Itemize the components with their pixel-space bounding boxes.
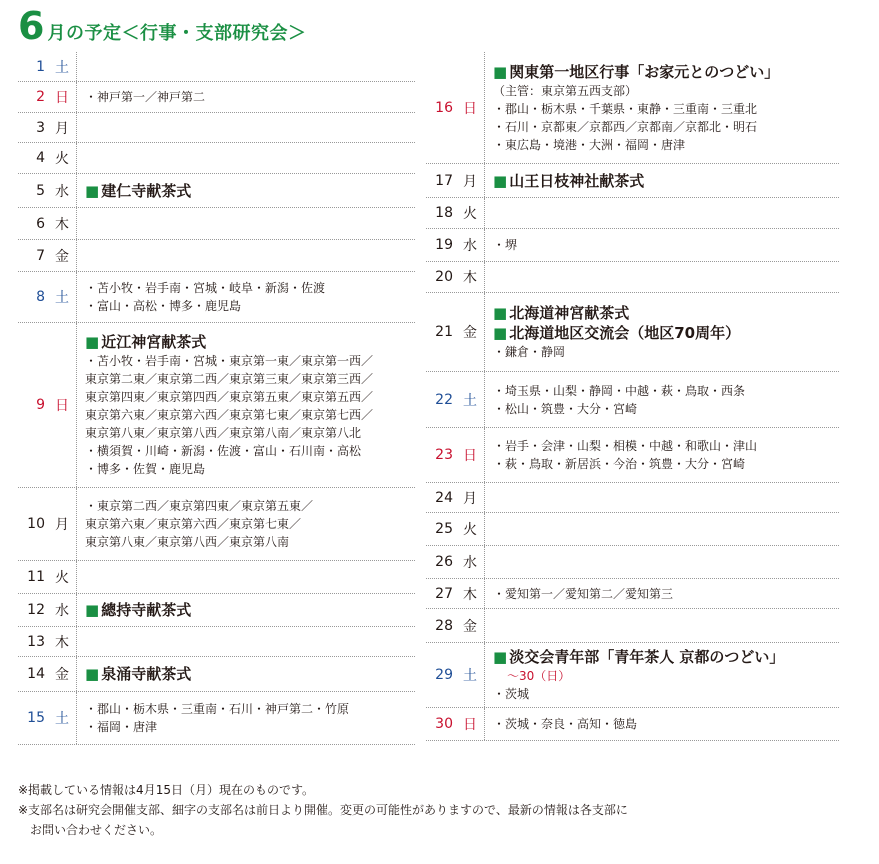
date-cell: [18, 488, 76, 560]
date-cell: [426, 609, 484, 642]
day-number: 8: [36, 289, 45, 305]
date-cell: [18, 657, 76, 691]
schedule-row: [18, 240, 415, 272]
date-cell: [426, 293, 484, 371]
events-cell: [484, 579, 839, 608]
date-cell: [18, 174, 76, 207]
schedule-row: [18, 692, 415, 745]
events-cell: [484, 609, 839, 642]
date-cell: [18, 692, 76, 744]
schedule-row: [426, 483, 839, 513]
day-number: 14: [27, 666, 45, 682]
branch-list: ・横須賀・川崎・新潟・佐渡・富山・石川南・高松: [85, 444, 362, 458]
branch-list: 東京第二東／東京第二西／東京第三東／東京第三西／: [85, 372, 374, 386]
event-title: [85, 600, 415, 620]
weekday: 金: [55, 248, 69, 265]
day-number: 13: [27, 633, 45, 650]
weekday: 月: [55, 120, 69, 137]
event-title: [493, 62, 839, 82]
weekday: 火: [55, 151, 69, 167]
schedule-row: [18, 657, 415, 692]
weekday: 水: [463, 555, 477, 571]
event-title-text: 淡交会青年部「青年茶人 京都のつどい」: [509, 648, 785, 666]
events-cell: [76, 272, 415, 322]
branch-list: ・苫小牧・岩手南・宮城・岐阜・新潟・佐渡: [85, 281, 326, 295]
branch-list: ・鎌倉・静岡: [493, 345, 566, 359]
branch-list: ・神戸第一／神戸第二: [85, 90, 206, 104]
date-cell: [426, 579, 484, 608]
events-cell: [484, 164, 839, 197]
date-cell: [426, 428, 484, 482]
events-cell: [484, 513, 839, 545]
day-number: 26: [435, 554, 453, 570]
weekday: 日: [55, 398, 69, 414]
schedule-row: [426, 293, 839, 372]
branch-list: 東京第四東／東京第四西／東京第五東／東京第五西／: [85, 390, 374, 404]
day-number: 4: [36, 150, 45, 166]
title-month-number: 6: [18, 4, 45, 48]
schedule-row: [426, 262, 839, 293]
schedule-row: [426, 52, 839, 164]
weekday: 金: [463, 325, 477, 341]
green-square-icon: ■: [85, 601, 100, 619]
branch-list: ・富山・高松・博多・鹿児島: [85, 299, 242, 313]
events-cell: [76, 240, 415, 271]
date-cell: [426, 52, 484, 163]
branch-list: ・郡山・栃木県・三重南・石川・神戸第二・竹原: [85, 702, 350, 716]
schedule-row: [426, 708, 839, 741]
date-cell: [18, 113, 76, 142]
weekday: 木: [55, 634, 69, 651]
events-cell: [76, 323, 415, 487]
green-square-icon: ■: [85, 333, 100, 351]
branch-list: 東京第八東／東京第八西／東京第八南: [85, 535, 290, 549]
day-number: 2: [36, 89, 45, 105]
events-cell: [484, 198, 839, 228]
schedule-row: [426, 609, 839, 643]
weekday: 火: [463, 206, 477, 222]
schedule-row: [426, 579, 839, 609]
branch-list: ・石川・京都東／京都西／京都南／京都北・明石: [493, 119, 758, 134]
green-square-icon: ■: [493, 62, 508, 81]
schedule-row: [18, 174, 415, 208]
day-number: 1: [36, 58, 45, 75]
date-cell: [18, 323, 76, 487]
footnote-1: ※掲載している情報は4月15日（月）現在のものです。: [18, 783, 315, 797]
events-cell: [484, 262, 839, 292]
branch-list: 東京第八東／東京第八西／東京第八南／東京第八北: [85, 426, 362, 440]
weekday: 日: [55, 90, 69, 106]
title-text: 月の予定＜行事・支部研究会＞: [47, 23, 307, 44]
schedule-row: [18, 113, 415, 143]
branch-list: ・茨城: [493, 687, 530, 701]
weekday: 土: [55, 59, 69, 76]
weekday: 土: [463, 668, 477, 684]
events-cell: [76, 692, 415, 744]
date-cell: [426, 483, 484, 512]
weekday: 水: [55, 183, 69, 200]
weekday: 水: [55, 603, 69, 619]
date-cell: [426, 262, 484, 292]
branch-list: ・東京第二西／東京第四東／東京第五東／: [85, 499, 314, 513]
weekday: 金: [463, 618, 477, 635]
schedule-row: [18, 52, 415, 82]
day-number: 20: [435, 269, 453, 285]
events-cell: [76, 561, 415, 593]
date-cell: [18, 208, 76, 239]
schedule-row: [426, 198, 839, 229]
schedule-row: [18, 208, 415, 240]
events-cell: [76, 594, 415, 626]
events-cell: [484, 372, 839, 427]
event-title: [493, 303, 839, 323]
weekday: 月: [55, 517, 69, 533]
day-number: 12: [27, 602, 45, 618]
date-cell: [426, 513, 484, 545]
event-title: [493, 647, 839, 667]
date-cell: [18, 82, 76, 112]
events-cell: [484, 546, 839, 578]
date-cell: [426, 198, 484, 228]
branch-list: ・東広島・境港・大洲・福岡・唐津: [493, 137, 686, 152]
date-cell: [426, 643, 484, 707]
weekday: 火: [463, 522, 477, 538]
branch-list: ・苫小牧・岩手南・宮城・東京第一東／東京第一西／: [85, 354, 374, 368]
day-number: 10: [27, 516, 45, 532]
events-cell: [484, 229, 839, 261]
events-cell: [76, 488, 415, 560]
date-cell: [426, 546, 484, 578]
weekday: 木: [55, 216, 69, 233]
weekday: 木: [463, 270, 477, 286]
schedule-column-left: [18, 52, 415, 745]
events-cell: [76, 174, 415, 207]
event-title-text: 山王日枝神社献茶式: [509, 171, 645, 190]
events-cell: [76, 52, 415, 81]
green-square-icon: ■: [85, 181, 100, 200]
day-number: 28: [435, 617, 453, 634]
branch-list: ・愛知第一／愛知第二／愛知第三: [493, 586, 674, 601]
day-number: 5: [36, 182, 45, 199]
date-cell: [18, 240, 76, 271]
day-number: 23: [435, 447, 453, 463]
date-cell: [18, 594, 76, 626]
schedule-row: [426, 229, 839, 262]
events-cell: [76, 208, 415, 239]
events-cell: [484, 428, 839, 482]
date-cell: [18, 561, 76, 593]
schedule-row: [426, 372, 839, 428]
schedule-row: [18, 561, 415, 594]
footnotes: [18, 780, 628, 840]
event-title: [493, 323, 839, 343]
weekday: 土: [55, 711, 69, 727]
schedule-row: [18, 272, 415, 323]
weekday: 土: [55, 290, 69, 306]
events-cell: [76, 113, 415, 142]
schedule-row: [18, 488, 415, 561]
weekday: 土: [463, 392, 477, 409]
branch-list: （主管：東京第五西支部）: [493, 83, 638, 98]
schedule-row: [18, 594, 415, 627]
events-cell: [76, 143, 415, 173]
weekday: 月: [463, 490, 477, 507]
event-title: [85, 181, 415, 201]
day-number: 6: [36, 215, 45, 232]
schedule-row: [18, 82, 415, 113]
green-square-icon: ■: [493, 648, 508, 666]
date-cell: [426, 164, 484, 197]
events-cell: [484, 483, 839, 512]
event-title-text: 泉涌寺献茶式: [101, 665, 192, 683]
event-title: [493, 171, 839, 191]
events-cell: [76, 627, 415, 656]
schedule-row: [18, 143, 415, 174]
schedule-row: [426, 513, 839, 546]
branch-list: ・堺: [493, 238, 518, 252]
branch-list: 東京第六東／東京第六西／東京第七東／東京第七西／: [85, 408, 374, 422]
schedule-row: [426, 164, 839, 198]
weekday: 金: [55, 667, 69, 683]
green-square-icon: ■: [85, 665, 100, 683]
day-number: 19: [435, 237, 453, 253]
schedule-row: [18, 627, 415, 657]
branch-list: ・岩手・会津・山梨・相模・中越・和歌山・津山: [493, 439, 758, 453]
day-number: 17: [435, 172, 453, 189]
weekday: 日: [463, 717, 477, 733]
events-cell: [76, 82, 415, 112]
weekday: 火: [55, 570, 69, 586]
day-number: 11: [27, 569, 45, 585]
day-number: 29: [435, 667, 453, 683]
branch-list: ・郡山・栃木県・千葉県・東静・三重南・三重北: [493, 101, 758, 116]
events-cell: [484, 52, 839, 163]
event-date-range: ～30（日）: [507, 669, 571, 683]
day-number: 27: [435, 585, 453, 602]
date-cell: [18, 627, 76, 656]
day-number: 16: [435, 99, 453, 116]
event-title: [85, 332, 415, 352]
day-number: 7: [36, 247, 45, 264]
date-cell: [18, 143, 76, 173]
weekday: 木: [463, 586, 477, 603]
event-title-text: 總持寺献茶式: [101, 601, 192, 619]
green-square-icon: ■: [493, 304, 508, 322]
schedule-column-right: [426, 52, 839, 741]
schedule-row: [18, 323, 415, 488]
green-square-icon: ■: [493, 171, 508, 190]
schedule-row: [426, 428, 839, 483]
event-title-text: 関東第一地区行事「お家元とのつどい」: [509, 62, 780, 81]
day-number: 9: [36, 397, 45, 413]
weekday: 水: [463, 238, 477, 254]
events-cell: [76, 657, 415, 691]
page-title: [18, 4, 306, 48]
weekday: 日: [463, 100, 477, 117]
schedule-row: [426, 546, 839, 579]
footnote-3: お問い合わせください。: [18, 823, 163, 837]
branch-list: ・埼玉県・山梨・静岡・中越・萩・鳥取・西条: [493, 383, 746, 398]
branch-list: 東京第六東／東京第六西／東京第七東／: [85, 517, 302, 531]
day-number: 3: [36, 119, 45, 136]
date-cell: [18, 272, 76, 322]
event-title: [85, 664, 415, 684]
branch-list: ・茨城・奈良・高知・徳島: [493, 717, 638, 731]
event-title-text: 北海道地区交流会（地区70周年）: [509, 324, 741, 342]
event-title-text: 近江神宮献茶式: [101, 333, 207, 351]
date-cell: [426, 229, 484, 261]
day-number: 22: [435, 391, 453, 408]
day-number: 21: [435, 324, 453, 340]
weekday: 月: [463, 173, 477, 190]
branch-list: ・博多・佐賀・鹿児島: [85, 462, 206, 476]
schedule-row: [426, 643, 839, 708]
date-cell: [18, 52, 76, 81]
day-number: 15: [27, 710, 45, 726]
branch-list: ・萩・鳥取・新居浜・今治・筑豊・大分・宮崎: [493, 457, 746, 471]
day-number: 24: [435, 489, 453, 506]
day-number: 18: [435, 205, 453, 221]
events-cell: [484, 708, 839, 740]
date-cell: [426, 372, 484, 427]
branch-list: ・松山・筑豊・大分・宮崎: [493, 401, 638, 416]
event-title-text: 北海道神宮献茶式: [509, 304, 630, 322]
day-number: 25: [435, 521, 453, 537]
date-cell: [426, 708, 484, 740]
events-cell: [484, 643, 839, 707]
branch-list: ・福岡・唐津: [85, 720, 158, 734]
day-number: 30: [435, 716, 453, 732]
weekday: 日: [463, 448, 477, 464]
green-square-icon: ■: [493, 324, 508, 342]
events-cell: [484, 293, 839, 371]
footnote-2: ※支部名は研究会開催支部、細字の支部名は前日より開催。変更の可能性がありますので、最新の情報は各支部に: [18, 803, 628, 817]
event-title-text: 建仁寺献茶式: [101, 181, 192, 200]
